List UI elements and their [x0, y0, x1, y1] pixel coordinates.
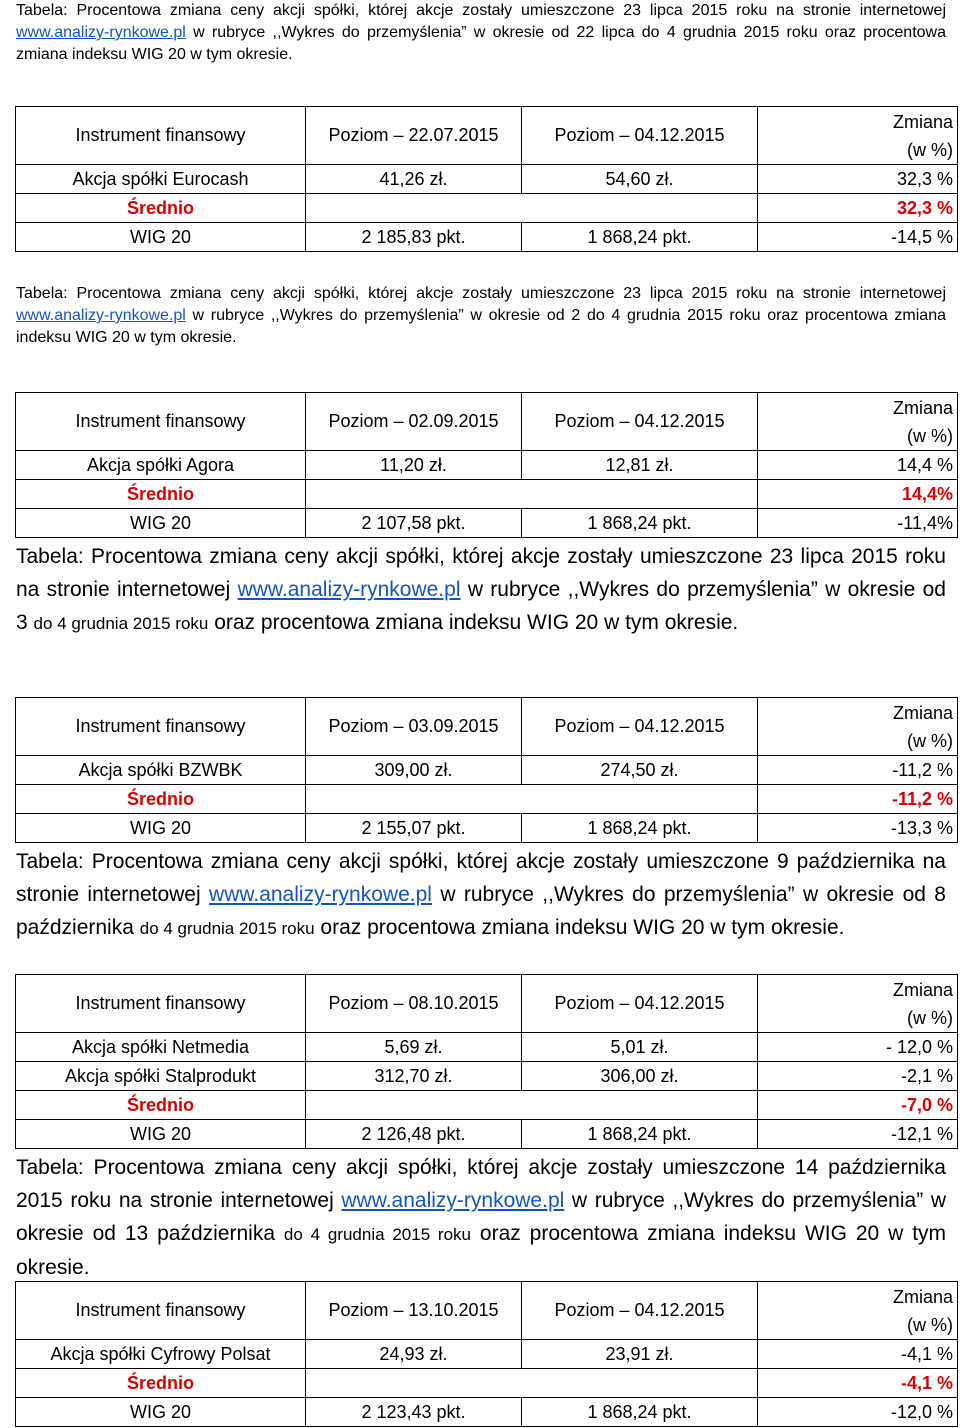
wig-row	[16, 223, 958, 252]
average-value: 14,4%	[758, 480, 958, 509]
caption-text: oraz procentowa zmiana indeksu WIG 20 w tym okresie.	[208, 611, 739, 634]
header-level-end: Poziom – 04.12.2015	[522, 698, 758, 756]
header-instrument: Instrument finansowy	[16, 975, 306, 1033]
price-change-table-3	[15, 697, 958, 843]
section-1-caption	[0, 0, 960, 66]
wig-label: WIG 20	[16, 1398, 306, 1427]
stock-start: 24,93 zł.	[306, 1340, 522, 1369]
table-caption	[16, 0, 946, 66]
average-row	[16, 785, 958, 814]
header-change	[758, 107, 958, 165]
section-3-caption	[0, 540, 960, 640]
table-row	[16, 451, 958, 480]
wig-end: 1 868,24 pkt.	[522, 223, 758, 252]
wig-row	[16, 1398, 958, 1427]
wig-start: 2 155,07 pkt.	[306, 814, 522, 843]
header-row	[16, 698, 958, 756]
average-label: Średnio	[16, 785, 306, 814]
wig-start: 2 107,58 pkt.	[306, 509, 522, 538]
average-value: 32,3 %	[758, 194, 958, 223]
header-change	[758, 393, 958, 451]
wig-start: 2 185,83 pkt.	[306, 223, 522, 252]
header-change	[758, 1282, 958, 1340]
header-instrument: Instrument finansowy	[16, 1282, 306, 1340]
stock-start: 309,00 zł.	[306, 756, 522, 785]
average-value: -4,1 %	[758, 1369, 958, 1398]
average-row	[16, 1091, 958, 1120]
stock-end: 306,00 zł.	[522, 1062, 758, 1091]
caption-small-text: do 4 grudnia 2015 roku	[283, 1225, 472, 1244]
header-change-line2: (w %)	[907, 139, 953, 160]
header-change-line1: Zmiana	[892, 397, 953, 418]
caption-text: w rubryce ,,Wykres do przemyślenia” w okresie od 2 do 4 grudnia 2015 roku oraz procentowa zmiana indeksu WIG 20 w tym okresie.	[16, 307, 946, 346]
stock-change: - 12,0 %	[758, 1033, 958, 1062]
header-change	[758, 698, 958, 756]
table-row	[16, 1340, 958, 1369]
header-level-start: Poziom – 03.09.2015	[306, 698, 522, 756]
stock-end: 5,01 zł.	[522, 1033, 758, 1062]
table-row	[16, 1033, 958, 1062]
caption-text: Tabela: Procentowa zmiana ceny akcji spółki, której akcje zostały umieszczone 23 lipca 2015 roku na stronie internetowej	[16, 545, 946, 601]
stock-start: 5,69 zł.	[306, 1033, 522, 1062]
header-change-line1: Zmiana	[892, 979, 953, 1000]
analizy-rynkowe-link[interactable]: www.analizy-rynkowe.pl	[341, 1189, 565, 1212]
average-label: Średnio	[16, 194, 306, 223]
stock-end: 54,60 zł.	[522, 165, 758, 194]
header-level-start: Poziom – 08.10.2015	[306, 975, 522, 1033]
header-row	[16, 107, 958, 165]
header-level-end: Poziom – 04.12.2015	[522, 975, 758, 1033]
wig-label: WIG 20	[16, 814, 306, 843]
wig-row	[16, 509, 958, 538]
wig-row	[16, 814, 958, 843]
caption-text: Tabela: Procentowa zmiana ceny akcji spółki, której akcje zostały umieszczone 23 lipca 2015 roku na stronie internetowej	[16, 2, 946, 19]
wig-start: 2 123,43 pkt.	[306, 1398, 522, 1427]
average-label: Średnio	[16, 1369, 306, 1398]
header-change-line1: Zmiana	[892, 1286, 953, 1307]
average-row	[16, 1369, 958, 1398]
header-change-line1: Zmiana	[892, 111, 953, 132]
wig-change: -13,3 %	[758, 814, 958, 843]
caption-text: w rubryce ,,Wykres do przemyślenia” w okresie od 13 października	[16, 1189, 946, 1245]
price-change-table-1	[15, 106, 958, 252]
average-row	[16, 480, 958, 509]
table-row	[16, 756, 958, 785]
header-instrument: Instrument finansowy	[16, 698, 306, 756]
price-change-table-5	[15, 1281, 958, 1427]
average-value: -11,2 %	[758, 785, 958, 814]
stock-change: -4,1 %	[758, 1340, 958, 1369]
header-change-line2: (w %)	[907, 1007, 953, 1028]
header-instrument: Instrument finansowy	[16, 393, 306, 451]
header-level-end: Poziom – 04.12.2015	[522, 1282, 758, 1340]
stock-change: -2,1 %	[758, 1062, 958, 1091]
stock-name: Akcja spółki Agora	[16, 451, 306, 480]
header-instrument: Instrument finansowy	[16, 107, 306, 165]
caption-text: w rubryce ,,Wykres do przemyślenia” w okresie od 8 października	[16, 883, 946, 939]
average-empty	[306, 785, 758, 814]
wig-change: -12,1 %	[758, 1120, 958, 1149]
average-empty	[306, 1369, 758, 1398]
stock-name: Akcja spółki Netmedia	[16, 1033, 306, 1062]
stock-change: -11,2 %	[758, 756, 958, 785]
caption-small-text: do 4 grudnia 2015 roku	[139, 919, 315, 938]
stock-end: 274,50 zł.	[522, 756, 758, 785]
caption-text: oraz procentowa zmiana indeksu WIG 20 w tym okresie.	[16, 1222, 947, 1279]
header-change-line1: Zmiana	[892, 702, 953, 723]
stock-start: 11,20 zł.	[306, 451, 522, 480]
stock-name: Akcja spółki BZWBK	[16, 756, 306, 785]
header-change-line2: (w %)	[907, 730, 953, 751]
header-row	[16, 393, 958, 451]
average-empty	[306, 194, 758, 223]
table-row	[16, 165, 958, 194]
caption-small-text: do 4 grudnia 2015 roku	[33, 614, 209, 633]
wig-label: WIG 20	[16, 1120, 306, 1149]
table-caption	[16, 540, 946, 640]
wig-row	[16, 1120, 958, 1149]
header-level-end: Poziom – 04.12.2015	[522, 393, 758, 451]
average-label: Średnio	[16, 1091, 306, 1120]
average-empty	[306, 1091, 758, 1120]
table-row	[16, 1062, 958, 1091]
analizy-rynkowe-link[interactable]: www.analizy-rynkowe.pl	[16, 307, 186, 324]
header-change	[758, 975, 958, 1033]
header-change-line2: (w %)	[907, 1314, 953, 1335]
average-label: Średnio	[16, 480, 306, 509]
table-caption	[16, 1151, 946, 1284]
section-4-caption	[0, 845, 960, 945]
stock-start: 312,70 zł.	[306, 1062, 522, 1091]
stock-change: 32,3 %	[758, 165, 958, 194]
caption-text: Tabela: Procentowa zmiana ceny akcji spółki, której akcje zostały umieszczone 9 października na stronie internetowej	[16, 850, 946, 906]
stock-end: 23,91 zł.	[522, 1340, 758, 1369]
header-level-start: Poziom – 22.07.2015	[306, 107, 522, 165]
header-change-line2: (w %)	[907, 425, 953, 446]
average-row	[16, 194, 958, 223]
section-2-caption	[0, 283, 960, 349]
table-caption	[16, 283, 946, 349]
wig-change: -12,0 %	[758, 1398, 958, 1427]
wig-start: 2 126,48 pkt.	[306, 1120, 522, 1149]
analizy-rynkowe-link[interactable]: www.analizy-rynkowe.pl	[237, 578, 461, 601]
header-level-end: Poziom – 04.12.2015	[522, 107, 758, 165]
stock-end: 12,81 zł.	[522, 451, 758, 480]
analizy-rynkowe-link[interactable]: www.analizy-rynkowe.pl	[209, 883, 432, 906]
price-change-table-4	[15, 974, 958, 1149]
price-change-table-2	[15, 392, 958, 538]
wig-change: -14,5 %	[758, 223, 958, 252]
analizy-rynkowe-link[interactable]: www.analizy-rynkowe.pl	[16, 24, 186, 41]
header-row	[16, 1282, 958, 1340]
caption-text: oraz procentowa zmiana indeksu WIG 20 w tym okresie.	[314, 916, 845, 939]
caption-text: w rubryce ,,Wykres do przemyślenia” w okresie od 3	[16, 578, 946, 634]
wig-end: 1 868,24 pkt.	[522, 509, 758, 538]
caption-text: Tabela: Procentowa zmiana ceny akcji spółki, której akcje zostały umieszczone 23 lipca 2015 roku na stronie internetowej	[16, 285, 946, 302]
average-value: -7,0 %	[758, 1091, 958, 1120]
wig-end: 1 868,24 pkt.	[522, 1398, 758, 1427]
header-level-start: Poziom – 02.09.2015	[306, 393, 522, 451]
caption-text: Tabela: Procentowa zmiana ceny akcji spółki, której akcje zostały umieszczone 14 października 2015 roku na stronie internetowej	[16, 1156, 946, 1212]
wig-end: 1 868,24 pkt.	[522, 814, 758, 843]
stock-name: Akcja spółki Stalprodukt	[16, 1062, 306, 1091]
stock-name: Akcja spółki Eurocash	[16, 165, 306, 194]
table-caption	[16, 845, 946, 945]
header-level-start: Poziom – 13.10.2015	[306, 1282, 522, 1340]
stock-start: 41,26 zł.	[306, 165, 522, 194]
stock-name: Akcja spółki Cyfrowy Polsat	[16, 1340, 306, 1369]
section-5-caption	[0, 1151, 960, 1284]
wig-label: WIG 20	[16, 223, 306, 252]
wig-end: 1 868,24 pkt.	[522, 1120, 758, 1149]
caption-text: w rubryce ,,Wykres do przemyślenia” w okresie od 22 lipca do 4 grudnia 2015 roku oraz procentowa zmiana indeksu WIG 20 w tym okresie.	[16, 24, 946, 63]
wig-label: WIG 20	[16, 509, 306, 538]
stock-change: 14,4 %	[758, 451, 958, 480]
header-row	[16, 975, 958, 1033]
average-empty	[306, 480, 758, 509]
wig-change: -11,4%	[758, 509, 958, 538]
